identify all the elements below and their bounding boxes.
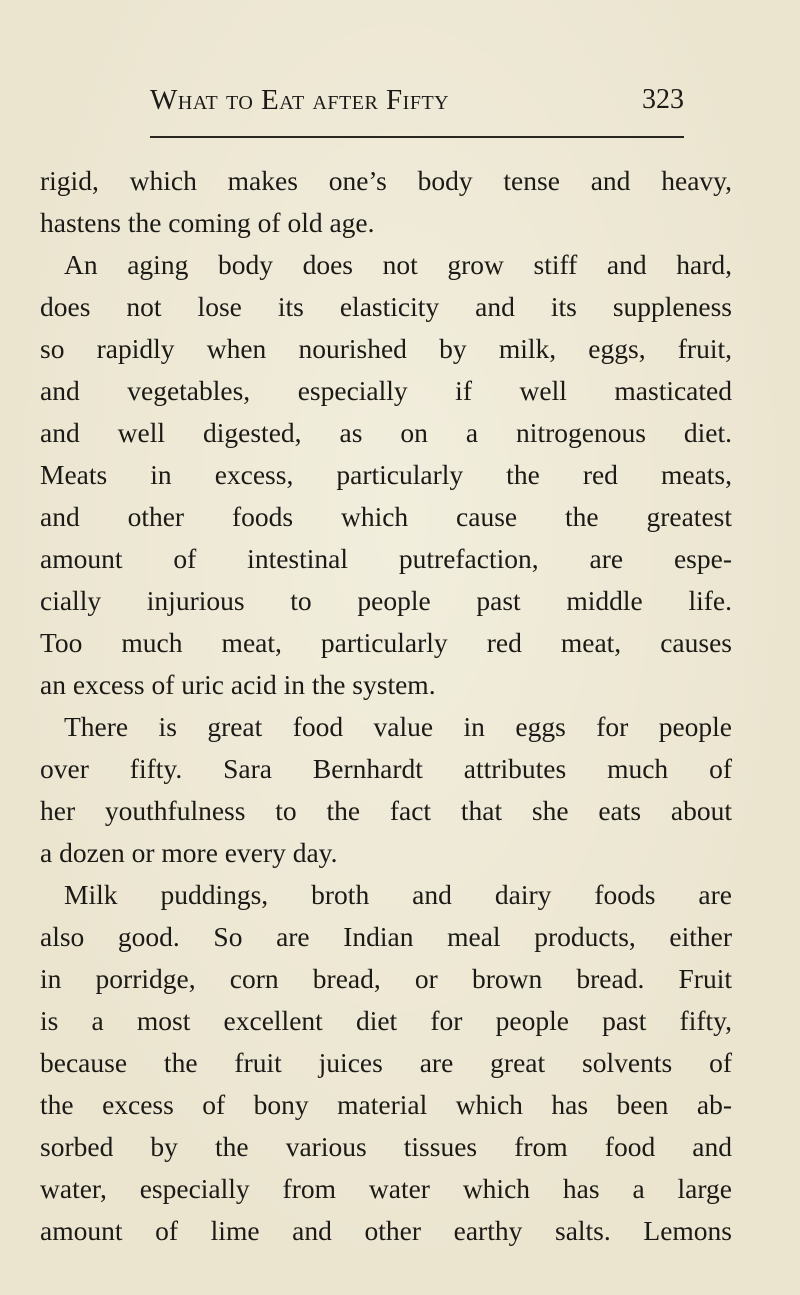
text-line: and well digested, as on a nitrogenous diet. xyxy=(40,417,732,448)
page-number: 323 xyxy=(642,84,684,115)
text-line: Meats in excess, particularly the red meats, xyxy=(40,459,732,490)
text-line: over fifty. Sara Bernhardt attributes much of xyxy=(40,753,732,784)
text-line: does not lose its elasticity and its suppleness xyxy=(40,291,732,322)
header-rule xyxy=(150,136,684,138)
text-line: amount of lime and other earthy salts. Lemons xyxy=(40,1215,732,1246)
text-line: and vegetables, especially if well masticated xyxy=(40,375,732,406)
text-line: her youthfulness to the fact that she eats about xyxy=(40,795,732,826)
text-line: rigid, which makes one’s body tense and heavy, xyxy=(40,165,732,196)
text-line: amount of intestinal putrefaction, are espe- xyxy=(40,543,732,574)
text-line: water, especially from water which has a large xyxy=(40,1173,732,1204)
text-line: cially injurious to people past middle life. xyxy=(40,585,732,616)
running-header xyxy=(150,84,684,130)
text-line: Too much meat, particularly red meat, causes xyxy=(40,627,732,658)
text-line: so rapidly when nourished by milk, eggs, fruit, xyxy=(40,333,732,364)
text-line: the excess of bony material which has been ab- xyxy=(40,1089,732,1120)
text-line: There is great food value in eggs for people xyxy=(64,711,732,742)
text-line: in porridge, corn bread, or brown bread. Fruit xyxy=(40,963,732,994)
running-title: What to Eat after Fifty xyxy=(150,84,450,116)
text-line: a dozen or more every day. xyxy=(40,837,338,868)
text-line: also good. So are Indian meal products, either xyxy=(40,921,732,952)
text-line: Milk puddings, broth and dairy foods are xyxy=(64,879,732,910)
text-line: sorbed by the various tissues from food and xyxy=(40,1131,732,1162)
text-line: hastens the coming of old age. xyxy=(40,207,375,238)
text-line: is a most excellent diet for people past fifty, xyxy=(40,1005,732,1036)
text-line: because the fruit juices are great solvents of xyxy=(40,1047,732,1078)
text-line: An aging body does not grow stiff and hard, xyxy=(64,249,732,280)
text-line: an excess of uric acid in the system. xyxy=(40,669,436,700)
text-line: and other foods which cause the greatest xyxy=(40,501,732,532)
body-text xyxy=(40,160,732,1252)
